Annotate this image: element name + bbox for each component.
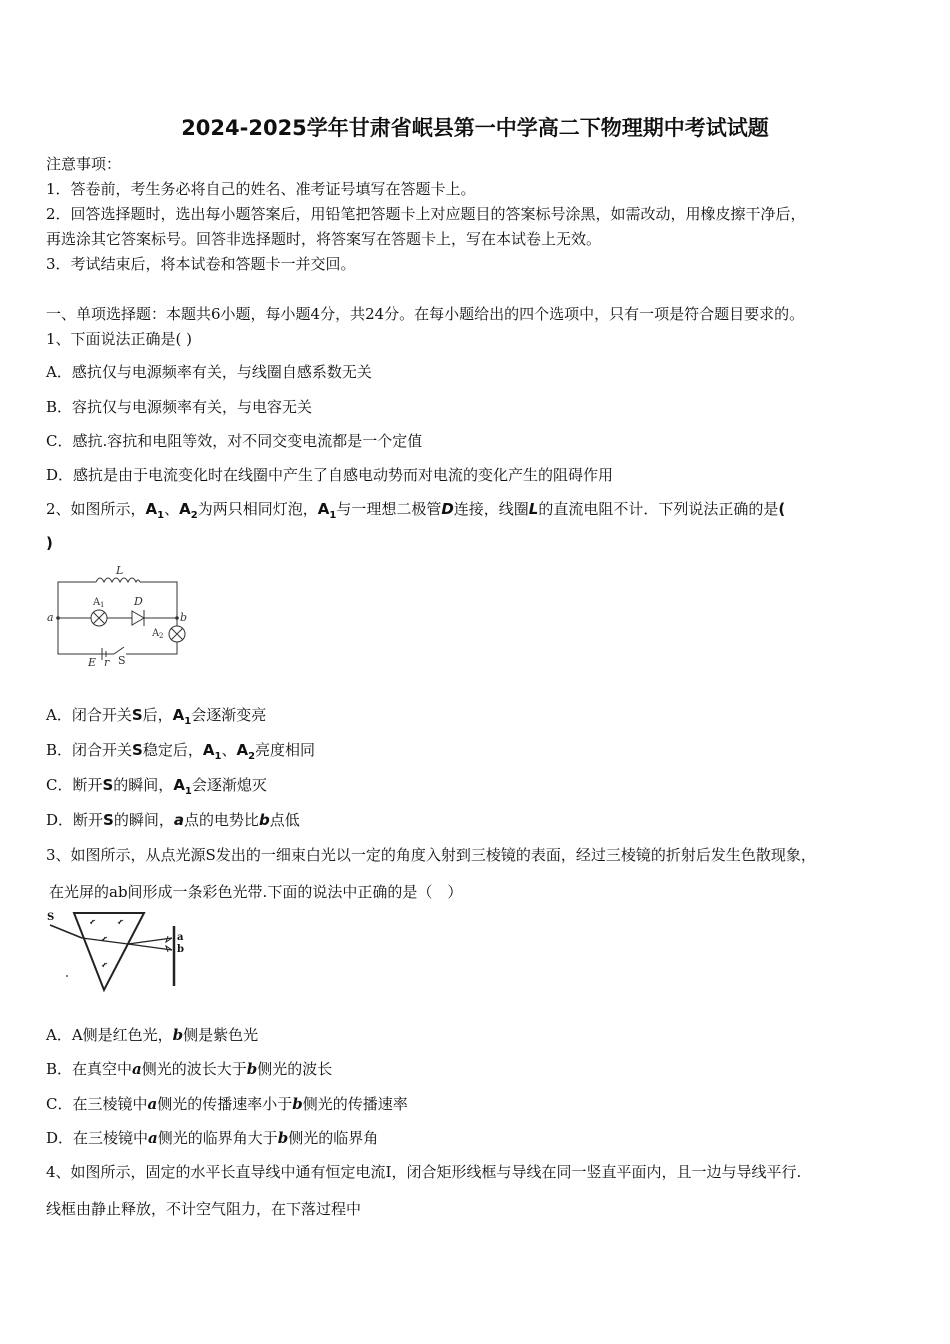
label-terminal-b: b xyxy=(180,611,188,624)
question-1-stem: 1、下面说法正确是( ) xyxy=(46,330,193,348)
prism-hatch xyxy=(90,920,95,924)
circuit-wire-top xyxy=(58,582,177,618)
question-3-option-d: D．在三棱镜中a侧光的临界角大于b侧光的临界角 xyxy=(46,1129,379,1147)
question-3-option-c: C．在三棱镜中a侧光的传播速率小于b侧光的传播速率 xyxy=(46,1095,408,1113)
label-lamp-a1-sub: 1 xyxy=(100,601,105,609)
inductor-coil xyxy=(96,578,140,582)
label-diode: D xyxy=(134,595,143,608)
section-heading: 一、单项选择题：本题共6小题，每小题4分，共24分。在每小题给出的四个选项中，只有一项是符合题目要求的。 xyxy=(46,305,805,323)
label-lamp-a2: A xyxy=(152,628,160,639)
question-2-option-a: A．闭合开关S后，$A_1$会逐渐变亮 xyxy=(46,706,267,727)
question-2-option-b: B．闭合开关S稳定后，$A_1$、$A_2$亮度相同 xyxy=(46,741,316,762)
label-light-source: S xyxy=(47,912,55,923)
refracted-ray xyxy=(82,938,128,944)
prism-hatch xyxy=(102,963,107,967)
page-title: 2024-2025学年甘肃省岷县第一中学高二下物理期中考试试题 xyxy=(181,116,769,140)
label-emf: E xyxy=(88,656,97,669)
label-internal-resistance: r xyxy=(104,656,110,669)
question-4-stem: 4、如图所示，固定的水平长直导线中通有恒定电流I，闭合矩形线框与导线在同一竖直平面内，且一边与导线平行. xyxy=(46,1163,802,1181)
question-3-option-a: A．A侧是红色光，b侧是紫色光 xyxy=(46,1026,259,1044)
label-point-b: b xyxy=(177,944,184,955)
incident-ray xyxy=(50,925,82,938)
terminal-a-dot xyxy=(56,616,60,620)
label-point-a: a xyxy=(177,932,184,943)
prism-hatch xyxy=(118,920,123,924)
switch-icon xyxy=(114,647,124,654)
question-1-option-b: B．容抗仅与电源频率有关，与电容无关 xyxy=(46,398,313,416)
question-4-stem-cont: 线框由静止释放，不计空气阻力，在下落过程中 xyxy=(46,1200,362,1218)
dispersed-rays xyxy=(128,938,172,950)
question-1-option-d: D．感抗是由于电流变化时在线圈中产生了自感电动势而对电流的变化产生的阻碍作用 xyxy=(46,466,614,484)
lamp-a1-cross xyxy=(93,612,105,624)
question-2-stem: 2、如图所示，$A_1$、$A_2$为两只相同灯泡，$A_1$与一理想二极管D连接，线圈L的直流电阻不计．下列说法正确的是( xyxy=(46,500,786,521)
terminal-b-dot xyxy=(175,616,179,620)
notice-item: 2．回答选择题时，选出每小题答案后，用铅笔把答题卡上对应题目的答案标号涂黑，如需改动，用橡皮擦干净后， xyxy=(46,205,806,223)
notice-item: 再选涂其它答案标号。回答非选择题时，将答案写在答题卡上，写在本试卷上无效。 xyxy=(46,230,602,248)
label-inductor: L xyxy=(116,564,124,577)
question-1-option-a: A．感抗仅与电源频率有关，与线圈自感系数无关 xyxy=(46,363,372,381)
lamp-a2-cross xyxy=(171,628,183,640)
question-1-option-c: C．感抗.容抗和电阻等效，对不同交变电流都是一个定值 xyxy=(46,432,423,450)
notice-item: 3．考试结束后，将本试卷和答题卡一并交回。 xyxy=(46,255,356,273)
label-terminal-a: a xyxy=(47,611,54,624)
diode-icon xyxy=(132,611,144,625)
question-2-option-d: D．断开S的瞬间，a点的电势比b点低 xyxy=(46,811,300,829)
question-3-option-b: B．在真空中a侧光的波长大于b侧光的波长 xyxy=(46,1060,333,1078)
notice-item: 1．答卷前，考生务必将自己的姓名、准考证号填写在答题卡上。 xyxy=(46,180,476,198)
question-2-option-c: C．断开S的瞬间，$A_1$会逐渐熄灭 xyxy=(46,776,267,797)
notice-heading: 注意事项： xyxy=(46,155,122,173)
question-2-paren-close: ) xyxy=(46,534,53,552)
prism-diagram xyxy=(44,908,194,998)
label-switch: S xyxy=(118,654,126,667)
question-3-stem-cont: 在光屏的ab间形成一条彩色光带.下面的说法中正确的是（ ） xyxy=(49,883,463,901)
prism-icon xyxy=(74,913,144,990)
label-lamp-a1: A xyxy=(93,597,101,608)
question-3-stem: 3、如图所示，从点光源S发出的一细束白光以一定的角度入射到三棱镜的表面，经过三棱镜的折射后发生色散现象， xyxy=(46,846,816,864)
label-lamp-a2-sub: 2 xyxy=(159,632,164,640)
stray-dot xyxy=(66,975,68,977)
circuit-diagram xyxy=(44,562,194,670)
